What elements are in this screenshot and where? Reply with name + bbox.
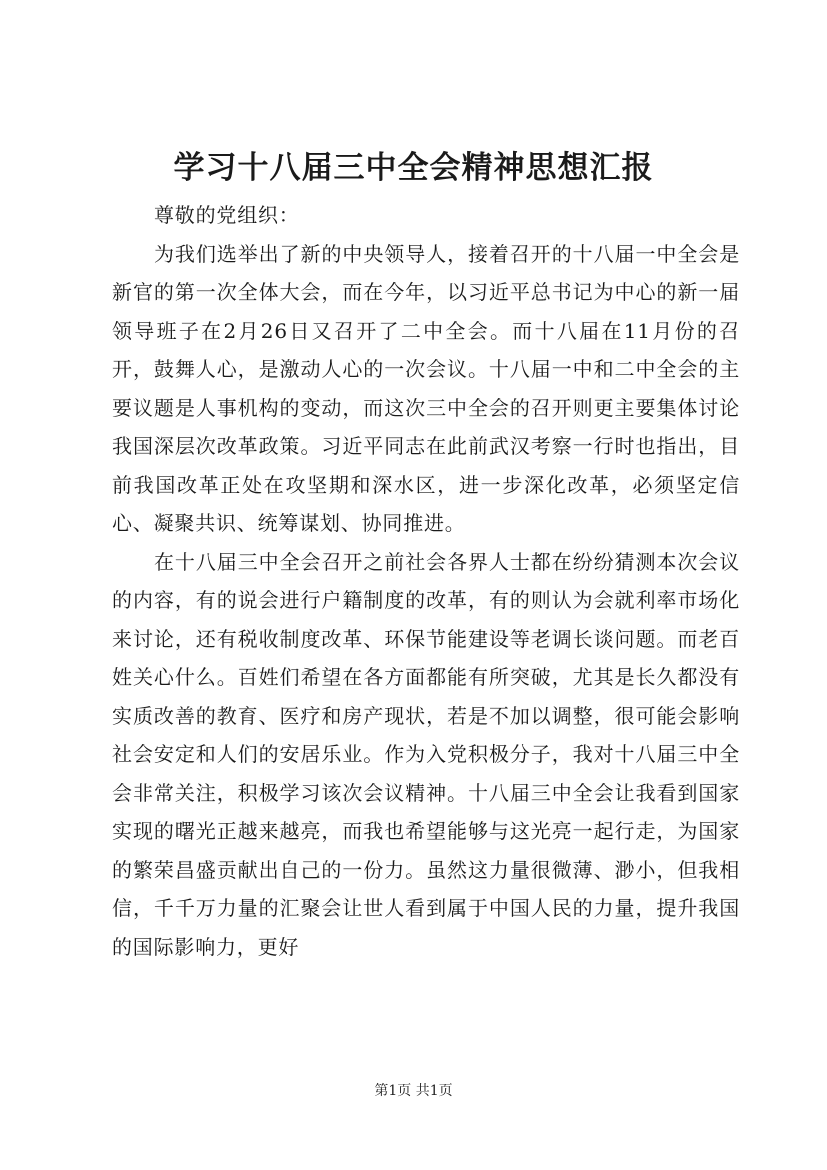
document-title: 学习十八届三中全会精神思想汇报	[173, 150, 654, 186]
page-number-footer: 第1页 共1页	[374, 1083, 453, 1099]
paragraph-1: 为我们选举出了新的中央领导人，接着召开的十八届一中全会是新官的第一次全体大会，而在今年，以习近平总书记为中心的新一届领导班子在2月26日又召开了二中全会。而十八届在11月份的召开，鼓舞人心，是激动人心的一次会议。十八届一中和二中全会的主要议题是人事机构的变动，而这次三中全会的召开则更主要集体讨论我国深层次改革政策。习近平同志在此前武汉考察一行时也指出，目前我国改革正处在攻坚期和深水区，进一步深化改革，必须坚定信心、凝聚共识、统筹谋划、协同推进。	[112, 241, 740, 535]
salutation: 尊敬的党组织：	[154, 203, 300, 227]
document-body	[112, 196, 740, 966]
paragraph-2: 在十八届三中全会召开之前社会各界人士都在纷纷猜测本次会议的内容，有的说会进行户籍制度的改革，有的则认为会就利率市场化来讨论，还有税收制度改革、环保节能建设等老调长谈问题。而老百姓关心什么。百姓们希望在各方面都能有所突破，尤其是长久都没有实质改善的教育、医疗和房产现状，若是不加以调整，很可能会影响社会安定和人们的安居乐业。作为入党积极分子，我对十八届三中全会非常关注，积极学习该次会议精神。十八届三中全会让我看到国家实现的曙光正越来越亮，而我也希望能够与这光亮一起行走，为国家的繁荣昌盛贡献出自己的一份力。虽然这力量很微薄、渺小，但我相信，千千万力量的汇聚会让世人看到属于中国人民的力量，提升我国的国际影响力，更好	[112, 549, 740, 959]
